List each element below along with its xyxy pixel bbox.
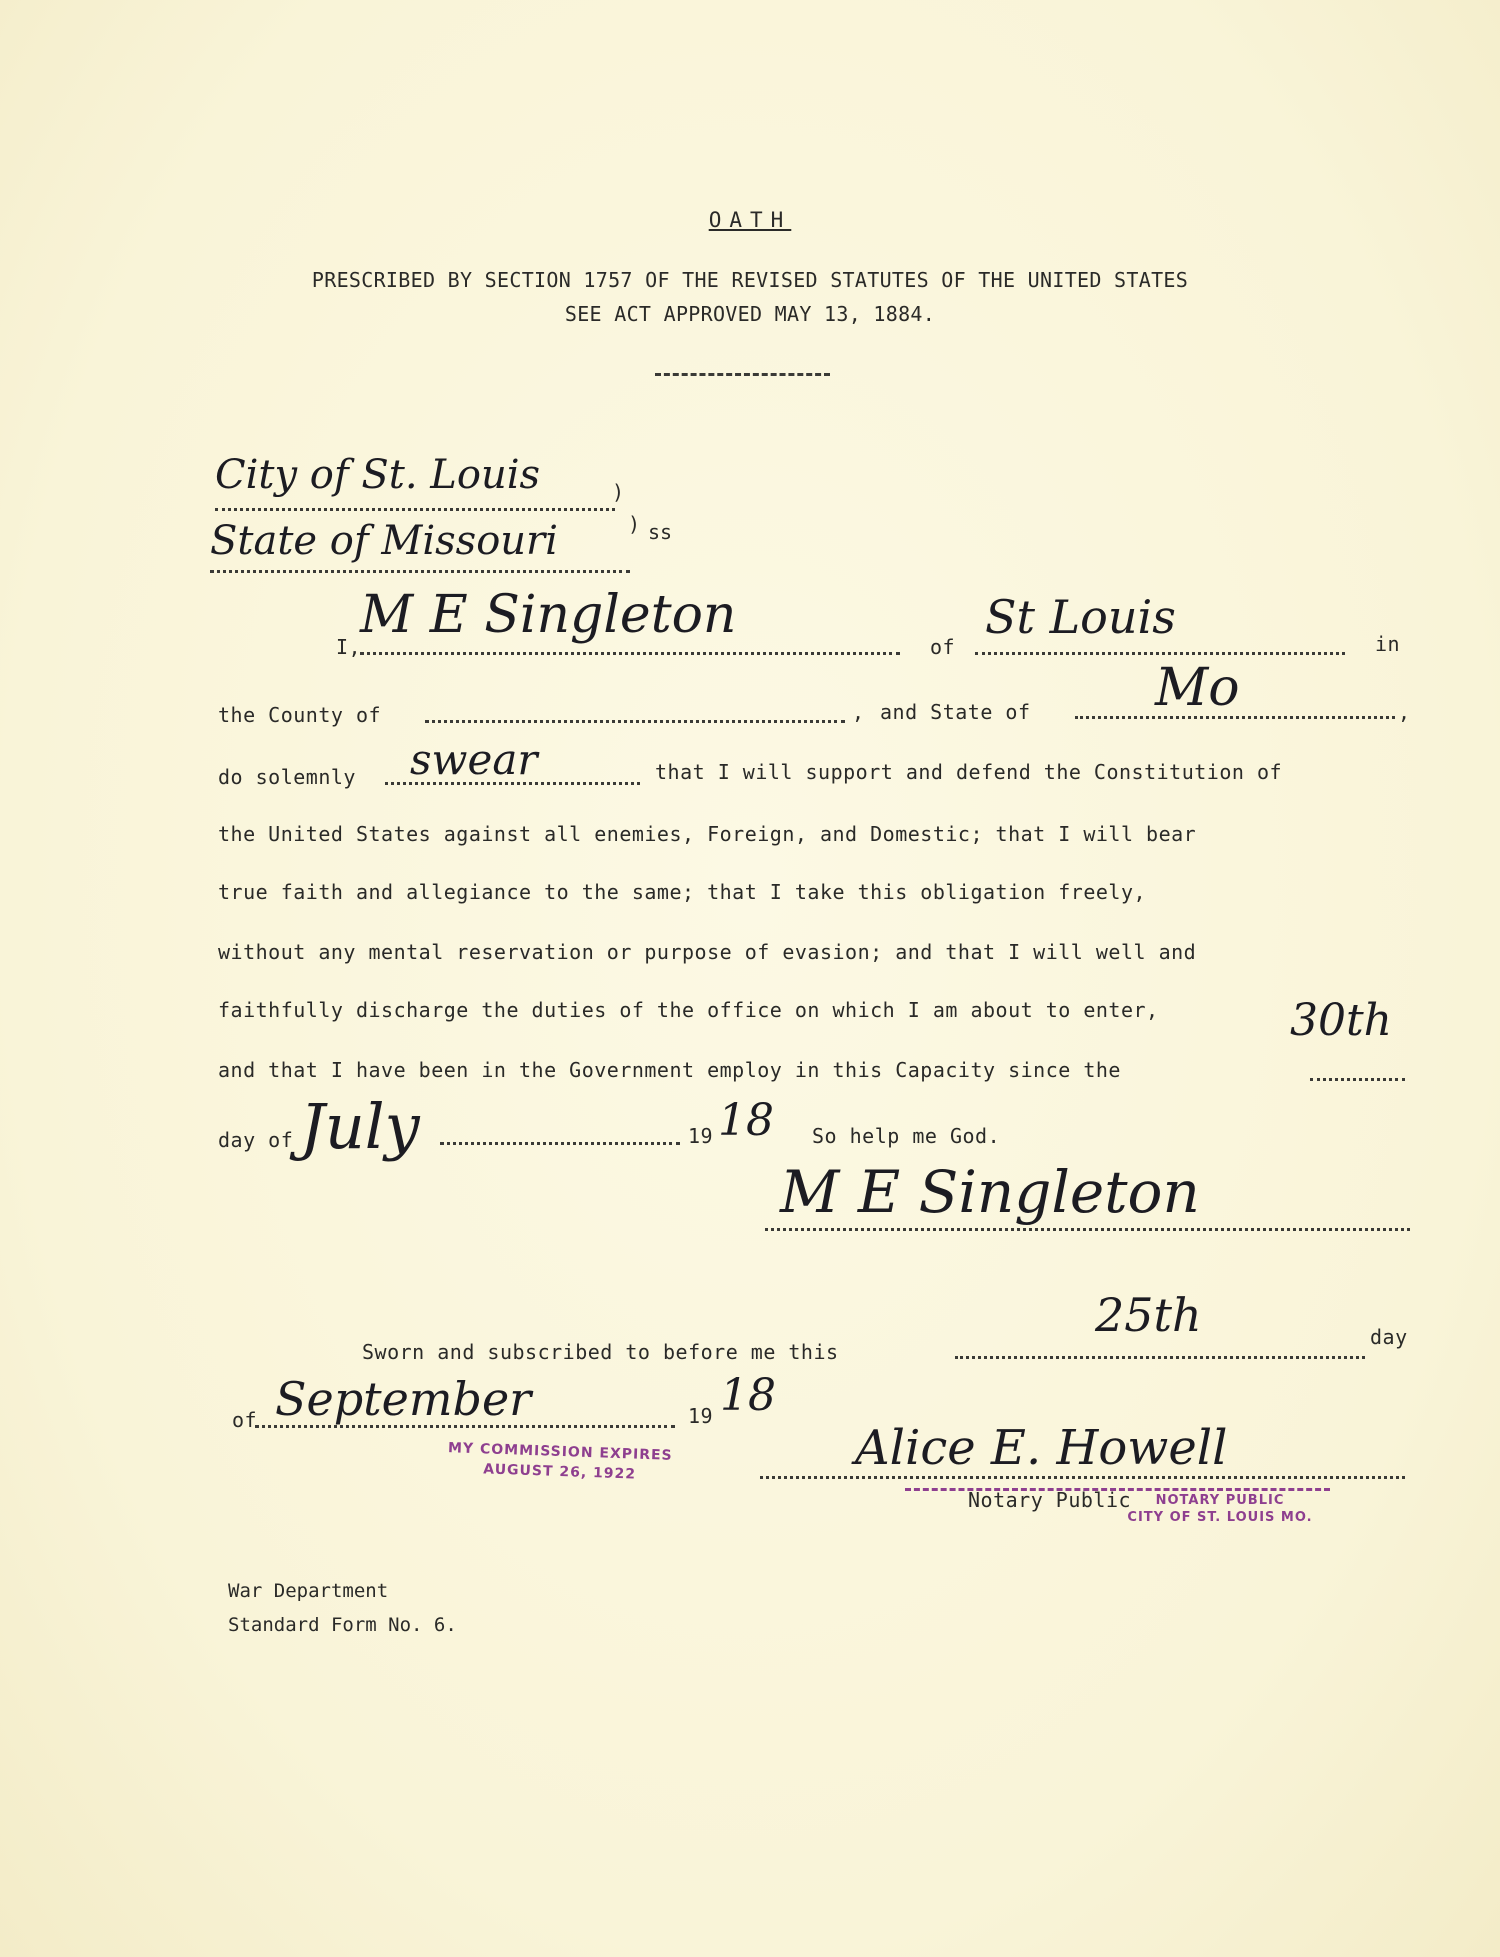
header-divider	[655, 373, 830, 376]
oath-taker-name: M E Singleton	[360, 585, 737, 645]
state-comma: ,	[1398, 700, 1411, 724]
sworn-month: September	[275, 1372, 532, 1426]
oath-taker-signature: M E Singleton	[780, 1158, 1200, 1226]
name-line	[360, 652, 900, 655]
sworn-of-label: of	[232, 1408, 258, 1432]
swear-word: swear	[410, 735, 538, 784]
signature-line	[765, 1228, 1410, 1231]
oath-line-5: true faith and allegiance to the same; that I take this obligation freely,	[218, 880, 1147, 904]
in-label: in	[1375, 632, 1401, 656]
notary-signature: Alice E. Howell	[855, 1420, 1228, 1476]
oath-line-8: and that I have been in the Government employ in this Capacity since the	[218, 1058, 1121, 1082]
sworn-day-label: day	[1370, 1325, 1408, 1349]
venue-bracket-2: )	[628, 512, 641, 536]
document-title: OATH	[708, 208, 792, 232]
state-name: Mo	[1155, 658, 1240, 718]
notary-label: Notary Public	[968, 1488, 1132, 1512]
statute-reference: PRESCRIBED BY SECTION 1757 OF THE REVISED STATUTES OF THE UNITED STATES	[311, 268, 1189, 292]
oath-line-4: the United States against all enemies, Foreign, and Domestic; that I will bear	[218, 822, 1197, 846]
oath-line-6: without any mental reservation or purpose of evasion; and that I will well and	[218, 940, 1197, 964]
solemnly-label: do solemnly	[218, 765, 356, 789]
act-reference: SEE ACT APPROVED MAY 13, 1884.	[564, 302, 936, 326]
notary-stamp-rule	[905, 1488, 1330, 1491]
county-comma: ,	[852, 700, 865, 724]
footer-department: War Department	[228, 1580, 389, 1602]
county-label: the County of	[218, 703, 382, 727]
since-day: 30th	[1290, 995, 1393, 1046]
since-day-line	[1310, 1078, 1405, 1081]
closing-phrase: So help me God.	[812, 1124, 1001, 1148]
sworn-month-line	[255, 1425, 675, 1428]
place-line	[975, 652, 1345, 655]
ss-mark: ss	[648, 520, 673, 544]
oath-line-7: faithfully discharge the duties of the office on which I am about to enter,	[218, 998, 1159, 1022]
since-year-prefix: 19	[688, 1124, 714, 1148]
commission-stamp-line-2: AUGUST 26, 1922	[483, 1461, 637, 1483]
i-label: I,	[336, 635, 362, 659]
sworn-year: 18	[720, 1370, 776, 1421]
since-month-line	[440, 1142, 680, 1145]
venue-bracket-1: )	[612, 480, 625, 504]
notary-stamp-line-2: CITY OF ST. LOUIS MO.	[1127, 1510, 1313, 1525]
venue-city: City of St. Louis	[215, 452, 541, 498]
notary-stamp	[1100, 1492, 1340, 1526]
notary-stamp-line-1: NOTARY PUBLIC	[1155, 1493, 1285, 1508]
sworn-year-prefix: 19	[688, 1404, 714, 1428]
of-label: of	[930, 635, 956, 659]
notary-signature-line	[760, 1476, 1405, 1479]
footer-form-number: Standard Form No. 6.	[228, 1614, 457, 1636]
commission-stamp	[429, 1437, 690, 1486]
oath-line-3: that I will support and defend the Constitution of	[655, 760, 1283, 784]
day-of-label: day of	[218, 1128, 294, 1152]
since-month: July	[300, 1090, 420, 1163]
residence-place: St Louis	[985, 590, 1176, 644]
commission-stamp-line-1: MY COMMISSION EXPIRES	[447, 1440, 673, 1464]
state-label: and State of	[880, 700, 1031, 724]
state-line	[1075, 716, 1395, 719]
venue-city-line	[215, 508, 615, 511]
sworn-day: 25th	[1095, 1288, 1202, 1342]
sworn-day-line	[955, 1356, 1365, 1359]
venue-state: State of Missouri	[210, 518, 558, 564]
swear-line	[385, 782, 640, 785]
venue-state-line	[210, 570, 630, 573]
county-line	[425, 720, 845, 723]
sworn-text: Sworn and subscribed to before me this	[362, 1340, 839, 1364]
since-year: 18	[718, 1095, 774, 1146]
